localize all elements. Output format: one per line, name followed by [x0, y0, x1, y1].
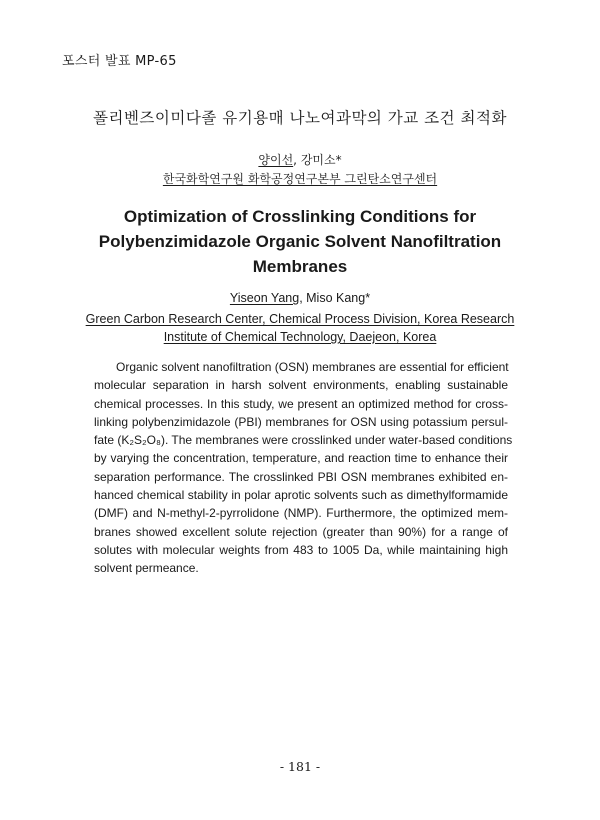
abstract-line: fate (K₂S₂O₈). The membranes were crosslinked under water-based conditions: [94, 433, 513, 448]
abstract-line: solvent permeance.: [94, 561, 199, 576]
abstract-line: molecular separation in harsh solvent environments, enabling sustainable: [94, 378, 508, 393]
abstract-line: (DMF) and N-methyl-2-pyrrolidone (NMP). Furthermore, the optimized mem-: [94, 506, 508, 521]
english-title-line: Polybenzimidazole Organic Solvent Nanofiltration: [98, 232, 502, 251]
session-tag: 포스터 발표 MP-65: [62, 54, 177, 69]
korean-authors: [0, 151, 600, 168]
english-author-2: Miso Kang*: [306, 291, 371, 305]
korean-affiliation: 한국화학연구원 화학공정연구본부 그린탄소연구센터: [162, 172, 438, 186]
korean-author-separator: ,: [293, 153, 301, 167]
korean-author-1: 양이선: [258, 153, 294, 167]
english-author-1: Yiseon Yang: [229, 291, 300, 305]
english-title: [60, 204, 540, 279]
english-affiliation-line: Green Carbon Research Center, Chemical Process Division, Korea Research: [85, 312, 515, 326]
abstract-line: Organic solvent nanofiltration (OSN) membranes are essential for efficient: [116, 360, 509, 374]
english-title-line: Membranes: [252, 257, 348, 276]
english-author-separator: ,: [299, 291, 307, 305]
english-affiliation: [0, 310, 600, 346]
abstract-line: chemical processes. In this study, we present an optimized method for cross-: [94, 396, 508, 411]
korean-author-2: 강미소*: [300, 153, 342, 167]
abstract-line: branes showed excellent solute rejection (greater than 90%) for a range of: [94, 524, 508, 539]
english-authors: [0, 291, 600, 305]
abstract-line: hanced chemical stability in polar aprotic solvents such as dimethylformamide: [94, 488, 508, 503]
abstract-line: separation performance. The crosslinked PBI OSN membranes exhibited en-: [94, 469, 508, 484]
english-title-line: Optimization of Crosslinking Conditions for: [123, 207, 477, 226]
page-number: - 181 -: [279, 759, 321, 774]
korean-title: 폴리벤즈이미다졸 유기용매 나노여과막의 가교 조건 최적화: [93, 109, 507, 127]
abstract-line: solutes with molecular weights from 483 to 1005 Da, while maintaining high: [94, 542, 508, 557]
abstract-line: linking polybenzimidazole (PBI) membranes for OSN using potassium persul-: [94, 414, 508, 429]
abstract-line: by varying the concentration, temperature, and reaction time to enhance their: [94, 451, 508, 466]
abstract: [94, 358, 513, 578]
english-affiliation-line: Institute of Chemical Technology, Daejeon, Korea: [163, 330, 437, 344]
